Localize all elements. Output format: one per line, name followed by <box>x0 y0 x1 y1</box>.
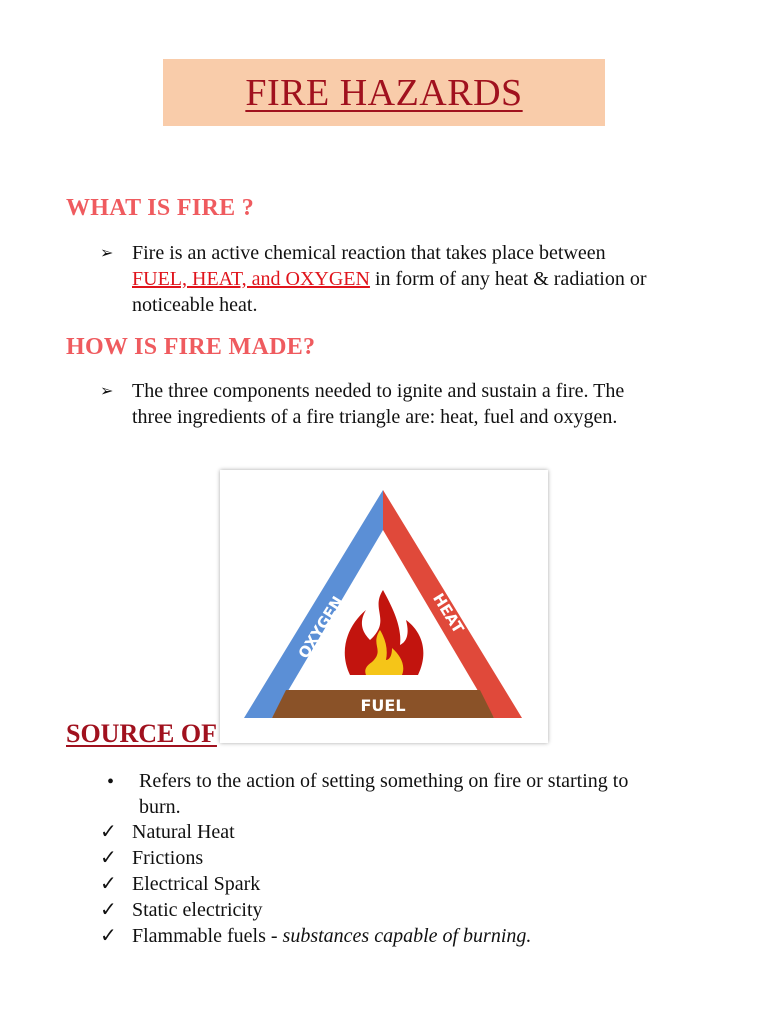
check-item-static-electricity <box>100 897 263 923</box>
heading-source-of: SOURCE OF <box>66 719 217 748</box>
arrow-bullet-icon: ➢ <box>100 383 114 400</box>
source-line-1: Refers to the action of setting something on fire or starting to <box>139 770 629 792</box>
how-paragraph <box>132 378 624 430</box>
check-label: Static electricity <box>132 899 263 921</box>
check-label: Flammable fuels - <box>132 925 283 947</box>
check-icon: ✓ <box>100 899 117 921</box>
fire-triangle-figure <box>220 470 548 743</box>
fuel-label: FUEL <box>360 696 406 715</box>
oxygen-label: OXYGEN <box>294 592 347 662</box>
heading-how-is-fire-made: HOW IS FIRE MADE? <box>66 334 316 360</box>
check-icon: ✓ <box>100 847 117 869</box>
dot-bullet-icon: • <box>107 771 115 793</box>
heat-label: HEAT <box>429 590 468 637</box>
check-item-natural-heat <box>100 819 235 845</box>
what-line-2 <box>132 266 647 292</box>
arrow-bullet-icon: ➢ <box>100 245 114 262</box>
check-icon: ✓ <box>100 873 117 895</box>
check-icon: ✓ <box>100 925 117 947</box>
what-paragraph <box>132 240 647 318</box>
heading-what-is-fire: WHAT IS FIRE ? <box>66 195 255 221</box>
source-line-2: burn. <box>139 796 181 818</box>
source-paragraph <box>139 768 628 820</box>
how-line-2: three ingredients of a fire triangle are: heat, fuel and oxygen. <box>132 406 618 428</box>
check-item-flammable-fuels <box>100 923 531 949</box>
check-item-frictions <box>100 845 203 871</box>
check-label: Natural Heat <box>132 821 235 843</box>
fuel-heat-oxygen-link: FUEL, HEAT, and OXYGEN <box>132 268 370 290</box>
what-line-2-rest: in form of any heat & radiation or <box>369 268 647 290</box>
fire-triangle-svg <box>220 470 548 743</box>
how-line-1: The three components needed to ignite and sustain a fire. The <box>132 380 625 402</box>
check-item-electrical-spark <box>100 871 260 897</box>
what-line-1: Fire is an active chemical reaction that takes place between <box>132 242 606 264</box>
what-line-3: noticeable heat. <box>132 294 258 316</box>
oxygen-side <box>244 490 383 718</box>
flammable-note: substances capable of burning. <box>282 925 532 947</box>
check-label: Frictions <box>132 847 204 869</box>
title-box <box>163 59 605 126</box>
page-title: FIRE HAZARDS <box>245 71 523 114</box>
check-icon: ✓ <box>100 821 117 843</box>
check-label: Electrical Spark <box>132 873 261 895</box>
